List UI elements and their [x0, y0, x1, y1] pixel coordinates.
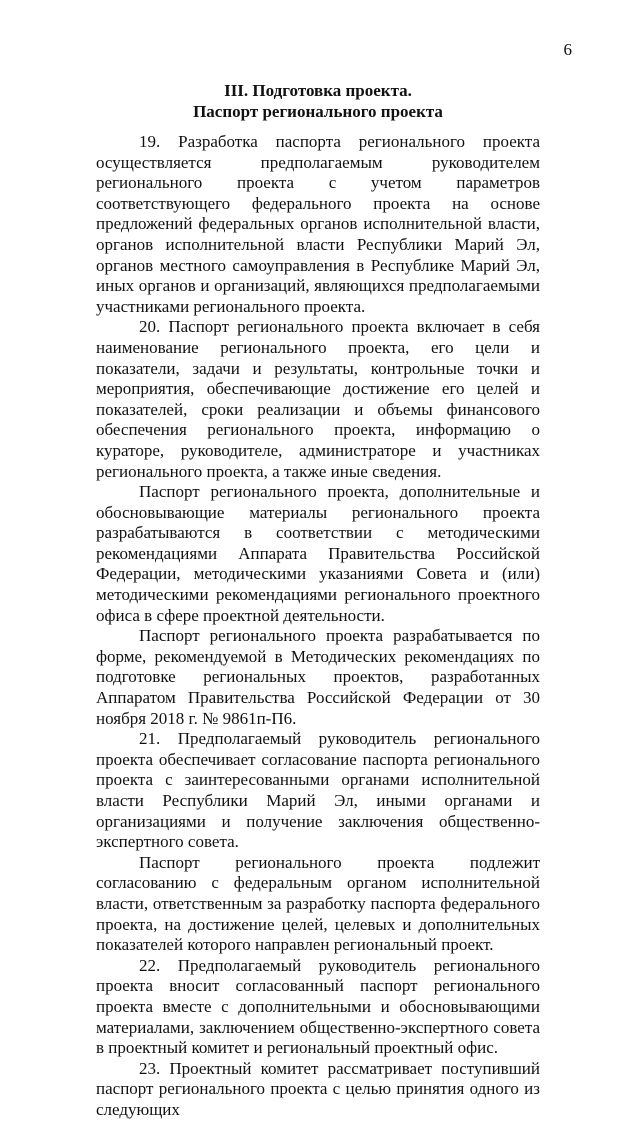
paragraph-23: 23. Проектный комитет рассматривает поступивший паспорт регионального проекта с целью принятия одного из следующих	[96, 1058, 540, 1119]
page-number: 6	[563, 40, 572, 59]
paragraph-20: 20. Паспорт регионального проекта включает в себя наименование регионального проекта, его цели и показатели, задачи и результаты, контрольные точки и мероприятия, обеспечивающие достижение его целей и показателей, сроки реализации и объемы финансового обеспечения регионального проекта, информацию о кураторе, руководителе, администраторе и участниках регионального проекта, а также иные сведения.	[96, 317, 540, 481]
paragraph-22: 22. Предполагаемый руководитель регионального проекта вносит согласованный паспорт регионального проекта вместе с дополнительными и обосновывающими материалами, заключением общественно-экспертного совета в проектный комитет и региональный проектный офис.	[96, 955, 540, 1058]
paragraph-20-methodology: Паспорт регионального проекта, дополнительные и обосновывающие материалы регионального проекта разрабатываются в соответствии с методическими рекомендациями Аппарата Правительства Российской Федерации, методическими указаниями Совета и (или) методическими рекомендациями регионального проектного офиса в сфере проектной деятельности.	[96, 482, 540, 625]
section-subtitle: Паспорт регионального проекта	[193, 102, 443, 121]
paragraph-20-form: Паспорт регионального проекта разрабатывается по форме, рекомендуемой в Методических рекомендациях по подготовке региональных проектов, разработанных Аппаратом Правительства Российской Федерации от 30 ноября 2018 г. № 9861п-П6.	[96, 626, 540, 728]
paragraph-19: 19. Разработка паспорта регионального проекта осуществляется предполагаемым руководителем регионального проекта с учетом параметров соответствующего федерального проекта на основе предложений федеральных органов исполнительной власти, органов исполнительной власти Республики Марий Эл, органов местного самоуправления в Республике Марий Эл, иных органов и организаций, являющихся предполагаемыми участниками регионального проекта.	[96, 132, 540, 316]
document-body	[96, 132, 540, 1121]
paragraph-21-federal-approval: Паспорт регионального проекта подлежит согласованию с федеральным органом исполнительной власти, ответственным за разработку паспорта федерального проекта, на достижение целей, целевых и дополнительных показателей которого направлен региональный проект.	[96, 852, 540, 955]
section-heading	[96, 80, 540, 122]
paragraph-21: 21. Предполагаемый руководитель регионального проекта обеспечивает согласование паспорта регионального проекта с заинтересованными органами исполнительной власти Республики Марий Эл, иными органами и организациями и получение заключения общественно-экспертного совета.	[96, 729, 540, 852]
section-title: III. Подготовка проекта.	[224, 81, 412, 100]
